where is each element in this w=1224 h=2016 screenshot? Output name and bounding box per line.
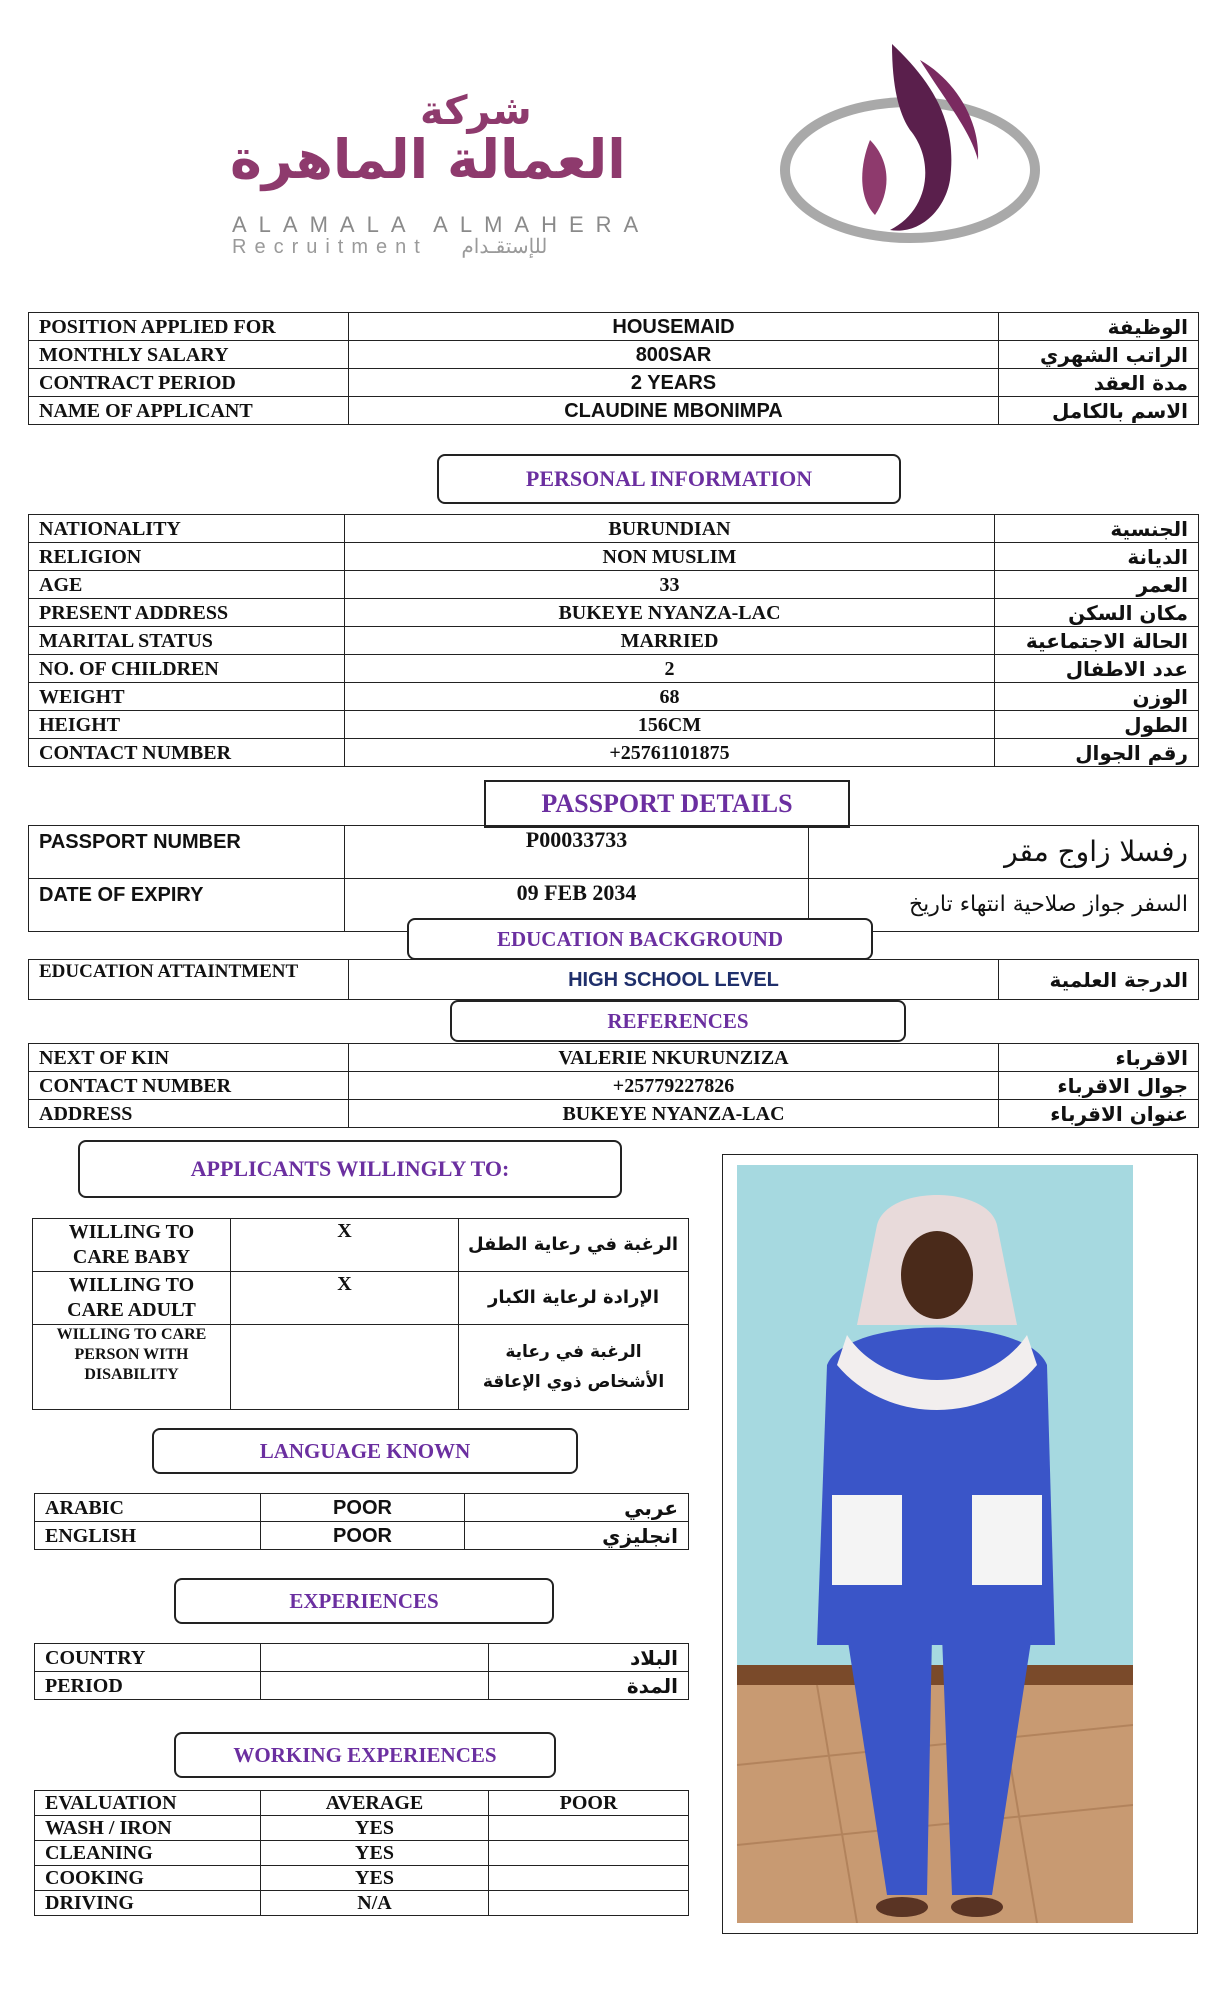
row-label: NO. OF CHILDREN (29, 655, 345, 683)
row-label: DATE OF EXPIRY (29, 879, 345, 932)
row-label: CONTACT NUMBER (29, 739, 345, 767)
row-label: NAME OF APPLICANT (29, 397, 349, 425)
row-arabic: الطول (995, 711, 1199, 739)
row-value: P00033733 (345, 826, 809, 879)
row-label: HEIGHT (29, 711, 345, 739)
position-table (28, 312, 1199, 425)
row-label: WEIGHT (29, 683, 345, 711)
row-value: BUKEYE NYANZA-LAC (349, 1100, 999, 1128)
row-label: CONTRACT PERIOD (29, 369, 349, 397)
logo-recruitment-latin: Recruitment (232, 236, 428, 258)
experience-value (261, 1672, 489, 1700)
working-header-average: AVERAGE (261, 1791, 489, 1816)
row-value: 68 (345, 683, 995, 711)
working-label: COOKING (35, 1866, 261, 1891)
row-arabic: مدة العقد (999, 369, 1199, 397)
working-row (35, 1891, 689, 1916)
language-label: ARABIC (35, 1494, 261, 1522)
experience-row (35, 1644, 689, 1672)
row-arabic: جوال الاقرباء (999, 1072, 1199, 1100)
logo-recruitment (232, 234, 547, 259)
passport-row (29, 826, 1199, 879)
language-row (35, 1494, 689, 1522)
logo-arabic-top: شركة (420, 88, 532, 134)
position-row (29, 397, 1199, 425)
working-average: YES (261, 1841, 489, 1866)
row-value: 2 YEARS (349, 369, 999, 397)
willing-mark (231, 1325, 459, 1410)
willing-row (33, 1325, 689, 1410)
willing-mark: X (231, 1219, 459, 1272)
row-label: RELIGION (29, 543, 345, 571)
education-row (29, 960, 1199, 1000)
references-title: REFERENCES (450, 1000, 906, 1042)
row-label: CONTACT NUMBER (29, 1072, 349, 1100)
working-row (35, 1816, 689, 1841)
working-label: WASH / IRON (35, 1816, 261, 1841)
row-value: 800SAR (349, 341, 999, 369)
position-row (29, 341, 1199, 369)
working-average: YES (261, 1816, 489, 1841)
row-value: HOUSEMAID (349, 313, 999, 341)
working-label: CLEANING (35, 1841, 261, 1866)
applicant-photo (737, 1165, 1133, 1923)
willing-label-line: DISABILITY (84, 1366, 179, 1383)
willing-label-line: WILLING TO (68, 1274, 195, 1296)
personal-row (29, 711, 1199, 739)
language-arabic: انجليزي (465, 1522, 689, 1550)
working-poor (489, 1891, 689, 1916)
experience-arabic: البلاد (489, 1644, 689, 1672)
working-experiences-title: WORKING EXPERIENCES (174, 1732, 556, 1778)
experience-arabic: المدة (489, 1672, 689, 1700)
row-label: MARITAL STATUS (29, 627, 345, 655)
experiences-table (34, 1643, 689, 1700)
education-arabic: الدرجة العلمية (999, 960, 1199, 1000)
row-label: MONTHLY SALARY (29, 341, 349, 369)
personal-row (29, 599, 1199, 627)
row-label: PRESENT ADDRESS (29, 599, 345, 627)
personal-row (29, 683, 1199, 711)
row-value: BURUNDIAN (345, 515, 995, 543)
willing-label (33, 1325, 231, 1410)
personal-row (29, 627, 1199, 655)
applicants-willingly-title: APPLICANTS WILLINGLY TO: (78, 1140, 622, 1198)
row-arabic: الجنسية (995, 515, 1199, 543)
row-value: NON MUSLIM (345, 543, 995, 571)
willing-label-line: CARE ADULT (67, 1299, 196, 1321)
row-arabic: الراتب الشهري (999, 341, 1199, 369)
position-row (29, 313, 1199, 341)
personal-row (29, 571, 1199, 599)
row-arabic: الحالة الاجتماعية (995, 627, 1199, 655)
working-average: YES (261, 1866, 489, 1891)
row-arabic: السفر جواز صلاحية انتهاء تاريخ (809, 879, 1199, 932)
language-known-title: LANGUAGE KNOWN (152, 1428, 578, 1474)
language-label: ENGLISH (35, 1522, 261, 1550)
personal-row (29, 655, 1199, 683)
working-poor (489, 1841, 689, 1866)
experience-label: COUNTRY (35, 1644, 261, 1672)
education-label: EDUCATION ATTAINTMENT (29, 960, 349, 1000)
row-value: 09 FEB 2034 (345, 879, 809, 932)
row-arabic: العمر (995, 571, 1199, 599)
willing-arabic: الرغبة في رعاية الأشخاص ذوي الإعاقة (459, 1325, 689, 1410)
row-arabic: الاقرباء (999, 1044, 1199, 1072)
experience-value (261, 1644, 489, 1672)
row-value: MARRIED (345, 627, 995, 655)
working-header-poor: POOR (489, 1791, 689, 1816)
row-value: +25761101875 (345, 739, 995, 767)
willing-row (33, 1219, 689, 1272)
willing-arabic: الرغبة في رعاية الطفل (459, 1219, 689, 1272)
working-poor (489, 1866, 689, 1891)
row-label: ADDRESS (29, 1100, 349, 1128)
personal-information-title: PERSONAL INFORMATION (437, 454, 901, 504)
willing-label-line: WILLING TO (68, 1221, 195, 1243)
language-table (34, 1493, 689, 1550)
row-value: 33 (345, 571, 995, 599)
row-arabic: الديانة (995, 543, 1199, 571)
logo-arabic-main: العمالة الماهرة (230, 128, 626, 191)
working-row (35, 1841, 689, 1866)
row-arabic: رقم الجوال (995, 739, 1199, 767)
reference-row (29, 1044, 1199, 1072)
row-arabic: الاسم بالكامل (999, 397, 1199, 425)
personal-row (29, 515, 1199, 543)
language-arabic: عربي (465, 1494, 689, 1522)
row-value: 2 (345, 655, 995, 683)
row-value: CLAUDINE MBONIMPA (349, 397, 999, 425)
row-label: NATIONALITY (29, 515, 345, 543)
experiences-title: EXPERIENCES (174, 1578, 554, 1624)
row-value: BUKEYE NYANZA-LAC (345, 599, 995, 627)
logo-emblem (780, 40, 1040, 250)
logo-latin: ALAMALA ALMAHERA (232, 212, 651, 237)
personal-row (29, 739, 1199, 767)
row-arabic: الوظيفة (999, 313, 1199, 341)
passport-table (28, 825, 1199, 932)
row-label: PASSPORT NUMBER (29, 826, 345, 879)
row-arabic: عنوان الاقرباء (999, 1100, 1199, 1128)
row-arabic: رفسلا زاوج مقر (809, 826, 1199, 879)
passport-details-title: PASSPORT DETAILS (484, 780, 850, 828)
willing-row (33, 1272, 689, 1325)
working-experiences-table (34, 1790, 689, 1916)
logo-recruitment-arabic: للإستقـدام (461, 236, 548, 258)
willing-mark: X (231, 1272, 459, 1325)
row-value: 156CM (345, 711, 995, 739)
willing-arabic: الإرادة لرعاية الكبار (459, 1272, 689, 1325)
working-header-evaluation: EVALUATION (35, 1791, 261, 1816)
row-arabic: الوزن (995, 683, 1199, 711)
personal-row (29, 543, 1199, 571)
education-value: HIGH SCHOOL LEVEL (349, 960, 999, 1000)
company-logo (220, 40, 1050, 258)
personal-table (28, 514, 1199, 767)
willing-label-line: WILLING TO CARE (56, 1326, 207, 1343)
education-table (28, 959, 1199, 1000)
row-arabic: عدد الاطفال (995, 655, 1199, 683)
row-arabic: مكان السكن (995, 599, 1199, 627)
reference-row (29, 1100, 1199, 1128)
row-value: VALERIE NKURUNZIZA (349, 1044, 999, 1072)
row-value: +25779227826 (349, 1072, 999, 1100)
row-label: NEXT OF KIN (29, 1044, 349, 1072)
language-level: POOR (261, 1494, 465, 1522)
language-level: POOR (261, 1522, 465, 1550)
willing-label-line: CARE BABY (72, 1246, 191, 1268)
willing-table (32, 1218, 689, 1410)
applicant-photo-frame (722, 1154, 1198, 1934)
willing-label-line: PERSON WITH (74, 1346, 189, 1363)
willing-label (33, 1219, 231, 1272)
willing-label (33, 1272, 231, 1325)
row-label: AGE (29, 571, 345, 599)
working-poor (489, 1816, 689, 1841)
reference-row (29, 1072, 1199, 1100)
working-average: N/A (261, 1891, 489, 1916)
working-label: DRIVING (35, 1891, 261, 1916)
language-row (35, 1522, 689, 1550)
working-header-row (35, 1791, 689, 1816)
working-row (35, 1866, 689, 1891)
experience-row (35, 1672, 689, 1700)
position-row (29, 369, 1199, 397)
education-background-title: EDUCATION BACKGROUND (407, 918, 873, 960)
references-table (28, 1043, 1199, 1128)
row-label: POSITION APPLIED FOR (29, 313, 349, 341)
experience-label: PERIOD (35, 1672, 261, 1700)
